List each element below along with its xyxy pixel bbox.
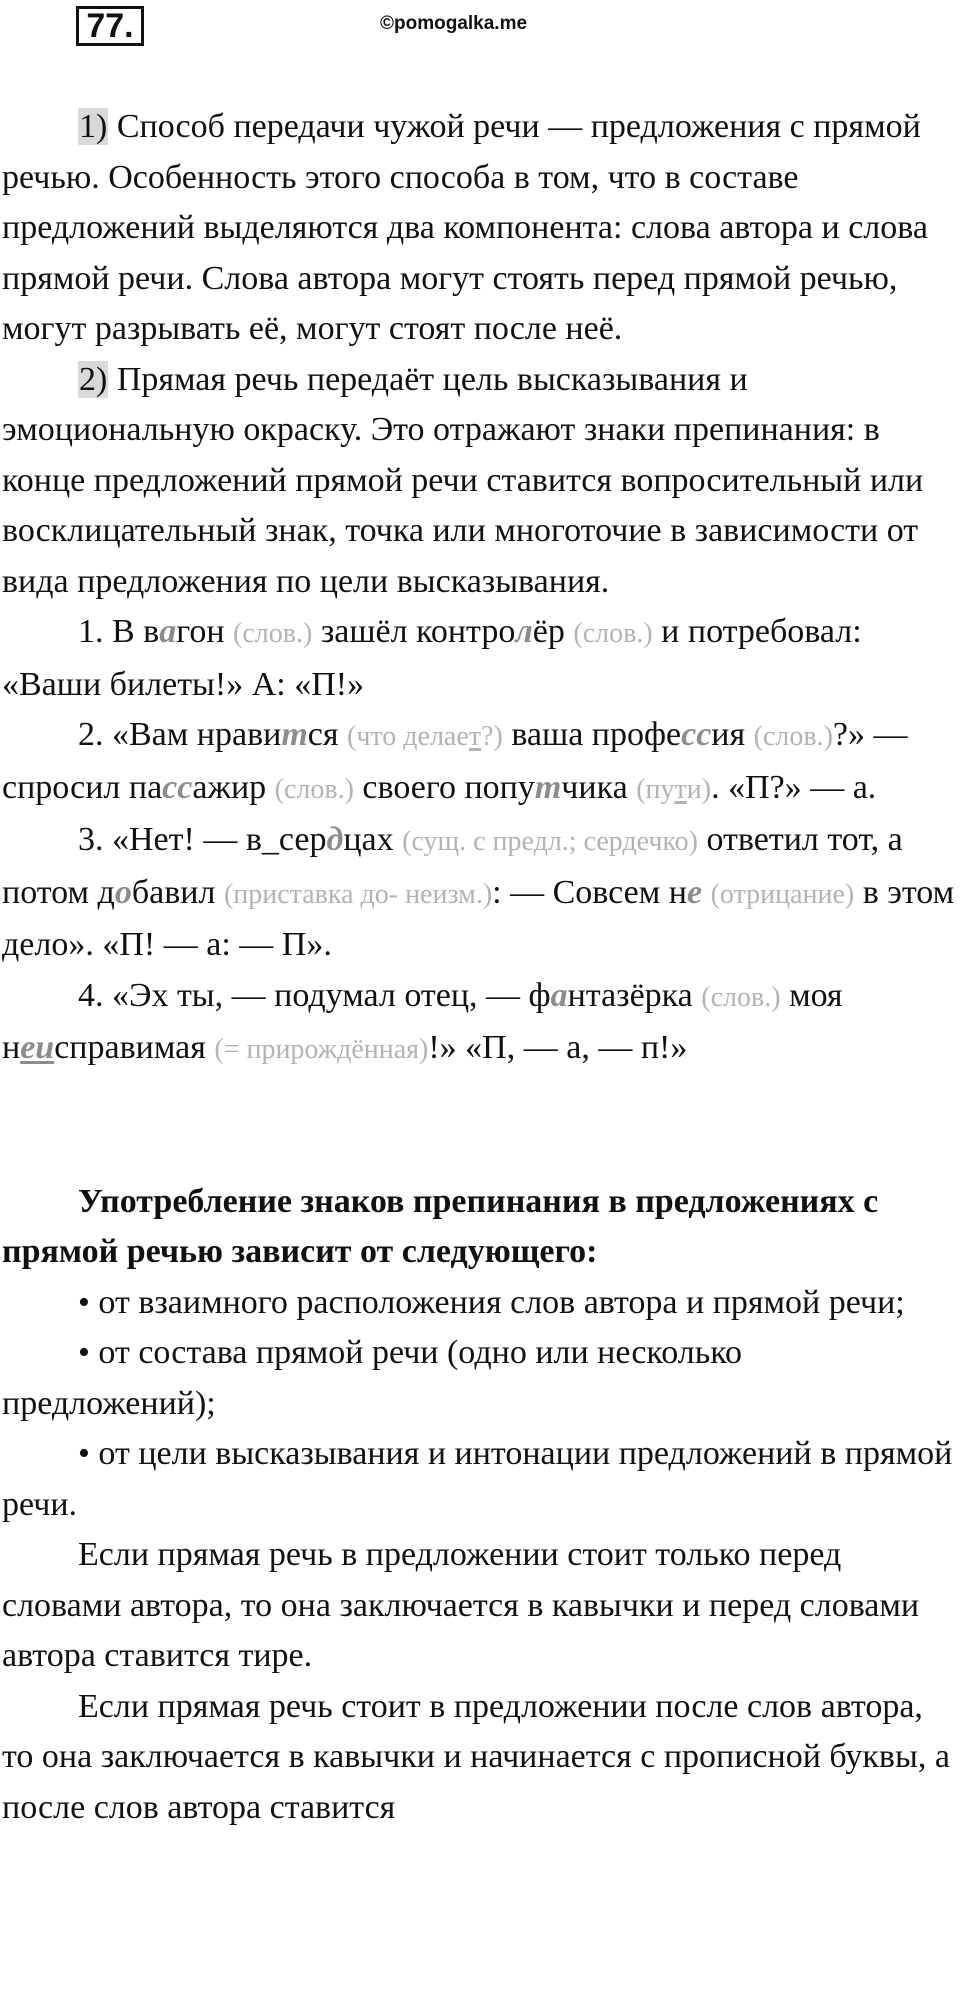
underlined-letter: т xyxy=(674,773,687,805)
text: чика xyxy=(561,768,637,806)
paragraph-1 xyxy=(2,102,958,355)
highlighted-letter: л xyxy=(515,613,533,650)
note: (слов.) xyxy=(573,618,653,649)
text: гон xyxy=(176,613,234,650)
highlighted-letter: т xyxy=(281,716,308,753)
example-3 xyxy=(2,815,958,971)
example-4 xyxy=(2,971,958,1076)
text: !» «П, — а, — п!» xyxy=(428,1029,688,1066)
highlighted-letter: а xyxy=(159,613,177,650)
example-2 xyxy=(2,710,958,815)
rule-bullet: • от цели высказывания и интонации предложений в прямой речи. xyxy=(2,1435,953,1523)
text: : — Совсем н xyxy=(492,873,687,911)
text: ваша профе xyxy=(502,716,682,753)
paragraph-text: Способ передачи чужой речи — предложения с прямой речью. Особенность этого способа в том, что в составе предложений выделяются два компонента: слова автора и слова прямой речи. Слова автора могут стоять перед прямой речью, могут разрывать её, могут стоят после неё. xyxy=(2,108,928,347)
paragraph-2 xyxy=(2,355,958,608)
rule-bullet: • от состава прямой речи (одно или несколько предложений); xyxy=(2,1334,743,1422)
text: нтазёрка xyxy=(567,976,702,1014)
note: (слов.) xyxy=(701,981,781,1013)
text: ?» — спросил па xyxy=(2,716,908,806)
point-number: 1) xyxy=(79,108,108,145)
note-text: (сущ. с предл.; сер xyxy=(402,826,623,857)
text: моя н xyxy=(2,976,843,1066)
text: ия xyxy=(711,716,754,753)
note: (слов.) xyxy=(233,618,313,649)
highlighted-letter: е xyxy=(686,873,703,911)
note-text: (пу xyxy=(636,773,675,805)
text: ёр xyxy=(532,613,574,650)
rule-bullet: • от взаимного расположения слов автора и прямой речи; xyxy=(78,1283,905,1321)
text: в этом дело». «П! — а: — П». xyxy=(2,873,955,963)
text: ся xyxy=(307,716,348,753)
note xyxy=(402,826,698,857)
note-text: (что делае xyxy=(347,721,469,752)
highlighted-letter: сс xyxy=(681,716,712,753)
note: (отрицание) xyxy=(710,878,855,910)
highlighted-letter: т xyxy=(534,768,562,806)
text: бавил xyxy=(131,873,224,911)
note-text: ?) xyxy=(481,721,503,752)
text: 4. «Эх ты, — подумал отец, — ф xyxy=(78,976,551,1014)
highlighted-letter: сс xyxy=(162,768,193,806)
note-text: ечко) xyxy=(636,826,698,857)
watermark: ©pomogalka.me xyxy=(380,13,528,34)
text: 3. «Нет! — в_сер xyxy=(78,821,327,858)
note xyxy=(636,774,711,805)
text: 1. В в xyxy=(78,613,160,650)
note: (приставка до- неизм.) xyxy=(223,878,493,910)
spacer xyxy=(2,1076,958,1177)
note-text: и) xyxy=(686,773,712,805)
text: 2. «Вам нрави xyxy=(78,716,282,753)
text: своего попу xyxy=(353,768,535,806)
note: (слов.) xyxy=(753,721,833,752)
rule-title: Употребление знаков препинания в предложениях с прямой речью зависит от следующего: xyxy=(2,1182,879,1270)
page-header xyxy=(0,0,960,60)
rule-paragraph: Если прямая речь стоит в предложении после слов автора, то она заключается в кавычки и начинается с прописной буквы, а после слов автора ставится xyxy=(2,1687,950,1826)
text: справимая xyxy=(54,1029,215,1066)
note: (слов.) xyxy=(274,773,354,805)
note: (= прирождённая) xyxy=(214,1034,429,1065)
text: ответил тот, а потом д xyxy=(2,821,903,911)
task-number: 77. xyxy=(76,6,144,46)
highlighted-letter: а xyxy=(550,976,568,1014)
highlighted-letter: о xyxy=(114,873,132,911)
answer-content xyxy=(2,102,958,1833)
highlighted-letter: д xyxy=(326,821,344,858)
example-1 xyxy=(2,607,958,710)
underlined-letter: т xyxy=(468,721,482,752)
rule-paragraph: Если прямая речь в предложении стоит только перед словами автора, то она заключается в кавычки и перед словами автора ставится тире. xyxy=(2,1536,920,1674)
text: зашёл контро xyxy=(312,613,516,650)
text: ажир xyxy=(192,768,275,806)
highlighted-letter: еи xyxy=(20,1029,55,1066)
text xyxy=(702,874,711,911)
underlined-letter: д xyxy=(622,826,637,857)
text: . «П?» — а. xyxy=(711,768,877,806)
paragraph-text: Прямая речь передаёт цель высказывания и эмоциональную окраску. Это отражают знаки препинания: в конце предложений прямой речи ставится вопросительный или восклицательный знак, точка или многоточие в зависимости от вида предложения по цели высказывания. xyxy=(2,360,924,600)
note xyxy=(347,721,503,752)
point-number: 2) xyxy=(79,360,108,398)
text: и потребовал: «Ваши билеты!» А: «П!» xyxy=(2,613,862,703)
text: цах xyxy=(343,821,403,858)
